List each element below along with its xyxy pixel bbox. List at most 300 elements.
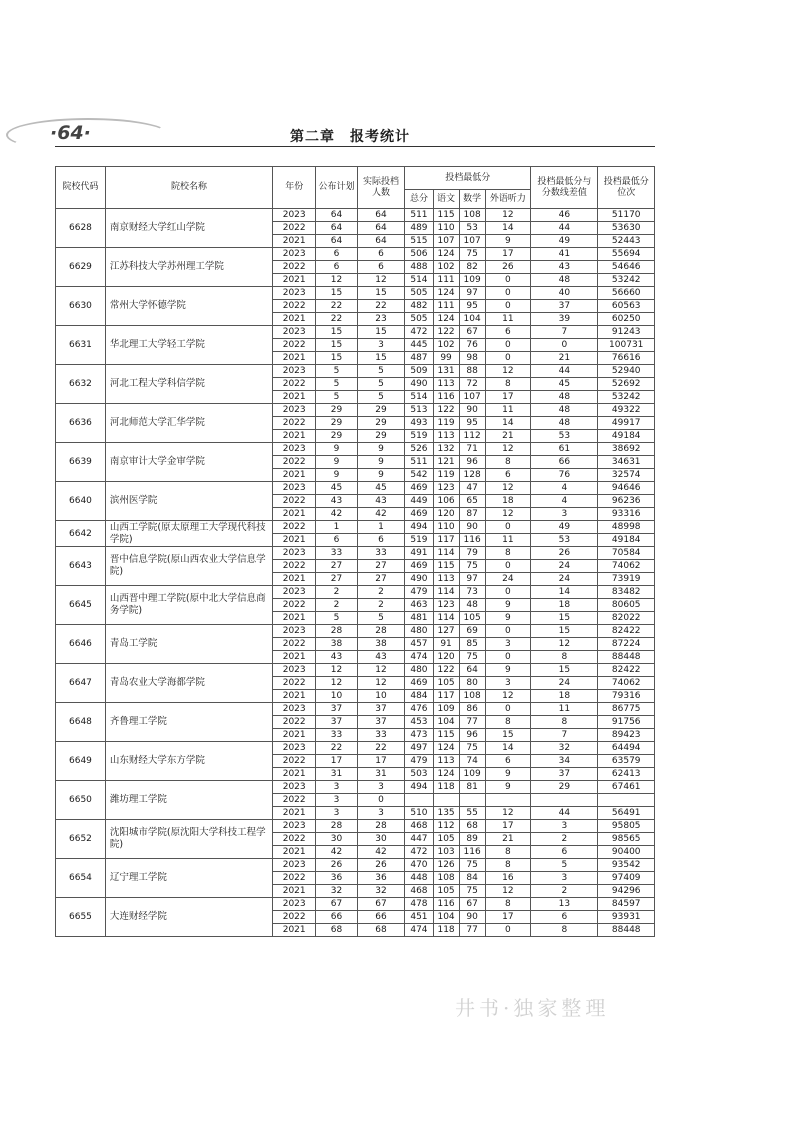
cell-math: 116 — [459, 534, 485, 547]
cell-rank: 56491 — [598, 807, 655, 820]
cell-chinese: 109 — [433, 703, 459, 716]
cell-listening: 24 — [485, 573, 531, 586]
cell-listening: 0 — [485, 625, 531, 638]
school-code: 6645 — [56, 586, 106, 625]
cell-total: 484 — [405, 690, 433, 703]
cell-year: 2022 — [273, 755, 316, 768]
table-row — [56, 664, 655, 677]
cell-math: 87 — [459, 508, 485, 521]
school-name: 南京财经大学红山学院 — [105, 209, 272, 248]
cell-diff: 44 — [531, 807, 598, 820]
cell-total: 509 — [405, 365, 433, 378]
cell-listening: 0 — [485, 274, 531, 287]
cell-math: 80 — [459, 677, 485, 690]
cell-math: 65 — [459, 495, 485, 508]
cell-actual: 45 — [357, 482, 405, 495]
cell-total: 445 — [405, 339, 433, 352]
cell-total: 457 — [405, 638, 433, 651]
cell-actual: 31 — [357, 768, 405, 781]
cell-math: 112 — [459, 430, 485, 443]
cell-actual: 42 — [357, 508, 405, 521]
cell-plan: 26 — [316, 859, 357, 872]
cell-chinese: 91 — [433, 638, 459, 651]
cell-year: 2021 — [273, 612, 316, 625]
cell-math: 82 — [459, 261, 485, 274]
cell-math: 95 — [459, 300, 485, 313]
cell-listening: 8 — [485, 547, 531, 560]
cell-year: 2022 — [273, 521, 316, 534]
cell-year: 2022 — [273, 378, 316, 391]
cell-math: 108 — [459, 690, 485, 703]
cell-year: 2022 — [273, 456, 316, 469]
cell-rank: 97409 — [598, 872, 655, 885]
cell-rank: 89423 — [598, 729, 655, 742]
cell-rank: 70584 — [598, 547, 655, 560]
cell-actual: 30 — [357, 833, 405, 846]
cell-listening: 12 — [485, 508, 531, 521]
cell-diff: 2 — [531, 833, 598, 846]
cell-year: 2023 — [273, 443, 316, 456]
cell-rank: 49184 — [598, 534, 655, 547]
cell-plan: 3 — [316, 781, 357, 794]
cell-rank: 60563 — [598, 300, 655, 313]
cell-diff: 29 — [531, 781, 598, 794]
cell-actual: 43 — [357, 495, 405, 508]
cell-math: 107 — [459, 391, 485, 404]
page-number: ·64· — [50, 122, 91, 144]
cell-math: 109 — [459, 768, 485, 781]
cell-actual: 12 — [357, 677, 405, 690]
cell-math: 95 — [459, 417, 485, 430]
cell-diff: 15 — [531, 625, 598, 638]
cell-listening: 9 — [485, 235, 531, 248]
school-name: 山东财经大学东方学院 — [105, 742, 272, 781]
school-code: 6629 — [56, 248, 106, 287]
cell-plan: 37 — [316, 716, 357, 729]
cell-listening: 0 — [485, 651, 531, 664]
cell-diff: 44 — [531, 222, 598, 235]
cell-listening: 12 — [485, 885, 531, 898]
cell-diff: 3 — [531, 508, 598, 521]
cell-diff: 7 — [531, 729, 598, 742]
cell-listening: 14 — [485, 222, 531, 235]
cell-rank: 82022 — [598, 612, 655, 625]
cell-chinese: 121 — [433, 456, 459, 469]
cell-chinese: 114 — [433, 612, 459, 625]
header-line-diff: 投档最低分与分数线差值 — [531, 167, 598, 209]
cell-math: 128 — [459, 469, 485, 482]
cell-math: 84 — [459, 872, 485, 885]
cell-plan: 22 — [316, 742, 357, 755]
cell-actual: 42 — [357, 846, 405, 859]
cell-year: 2021 — [273, 573, 316, 586]
cell-chinese: 114 — [433, 586, 459, 599]
cell-actual: 43 — [357, 651, 405, 664]
table-row — [56, 742, 655, 755]
cell-rank: 82422 — [598, 664, 655, 677]
cell-total: 503 — [405, 768, 433, 781]
cell-actual: 9 — [357, 443, 405, 456]
cell-rank: 98565 — [598, 833, 655, 846]
cell-actual: 17 — [357, 755, 405, 768]
cell-plan: 15 — [316, 287, 357, 300]
cell-diff: 41 — [531, 248, 598, 261]
school-code: 6652 — [56, 820, 106, 859]
cell-math: 74 — [459, 755, 485, 768]
cell-actual: 29 — [357, 417, 405, 430]
cell-year: 2023 — [273, 209, 316, 222]
cell-total: 510 — [405, 807, 433, 820]
cell-rank: 82422 — [598, 625, 655, 638]
cell-diff: 61 — [531, 443, 598, 456]
cell-total: 494 — [405, 521, 433, 534]
cell-listening: 11 — [485, 404, 531, 417]
cell-diff: 14 — [531, 586, 598, 599]
cell-listening: 9 — [485, 768, 531, 781]
cell-chinese: 113 — [433, 430, 459, 443]
cell-actual: 33 — [357, 729, 405, 742]
school-name: 华北理工大学轻工学院 — [105, 326, 272, 365]
school-name: 南京审计大学金审学院 — [105, 443, 272, 482]
cell-listening: 8 — [485, 378, 531, 391]
cell-listening: 9 — [485, 664, 531, 677]
cell-listening: 3 — [485, 677, 531, 690]
school-name: 山西晋中理工学院(原中北大学信息商务学院) — [105, 586, 272, 625]
school-code: 6647 — [56, 664, 106, 703]
cell-year: 2022 — [273, 222, 316, 235]
cell-total: 488 — [405, 261, 433, 274]
cell-math: 67 — [459, 326, 485, 339]
cell-diff: 4 — [531, 482, 598, 495]
header-listening: 外语听力 — [485, 190, 531, 209]
cell-year: 2023 — [273, 703, 316, 716]
cell-actual: 3 — [357, 339, 405, 352]
cell-plan: 22 — [316, 313, 357, 326]
cell-diff: 48 — [531, 274, 598, 287]
cell-listening: 11 — [485, 534, 531, 547]
cell-rank: 93542 — [598, 859, 655, 872]
cell-actual: 9 — [357, 469, 405, 482]
cell-chinese: 122 — [433, 326, 459, 339]
cell-diff: 34 — [531, 755, 598, 768]
cell-year: 2021 — [273, 651, 316, 664]
table-row — [56, 482, 655, 495]
cell-year: 2023 — [273, 664, 316, 677]
cell-diff: 53 — [531, 534, 598, 547]
cell-rank: 94646 — [598, 482, 655, 495]
cell-diff: 5 — [531, 859, 598, 872]
cell-math: 76 — [459, 339, 485, 352]
cell-total: 513 — [405, 404, 433, 417]
cell-year: 2021 — [273, 313, 316, 326]
cell-plan: 12 — [316, 664, 357, 677]
cell-total: 505 — [405, 287, 433, 300]
cell-diff: 21 — [531, 352, 598, 365]
cell-rank: 48998 — [598, 521, 655, 534]
cell-listening: 8 — [485, 859, 531, 872]
cell-rank: 84597 — [598, 898, 655, 911]
header-code: 院校代码 — [56, 167, 106, 209]
cell-diff: 44 — [531, 365, 598, 378]
cell-diff: 39 — [531, 313, 598, 326]
table-row — [56, 287, 655, 300]
cell-listening: 0 — [485, 924, 531, 937]
cell-diff: 48 — [531, 391, 598, 404]
cell-math: 67 — [459, 898, 485, 911]
cell-rank: 62413 — [598, 768, 655, 781]
header-math: 数学 — [459, 190, 485, 209]
cell-diff: 46 — [531, 209, 598, 222]
cell-chinese: 110 — [433, 222, 459, 235]
cell-year: 2021 — [273, 235, 316, 248]
cell-diff: 49 — [531, 235, 598, 248]
cell-year: 2023 — [273, 742, 316, 755]
cell-plan: 67 — [316, 898, 357, 911]
cell-actual: 37 — [357, 703, 405, 716]
cell-diff: 24 — [531, 573, 598, 586]
cell-rank: 87224 — [598, 638, 655, 651]
cell-chinese: 103 — [433, 846, 459, 859]
cell-chinese — [433, 794, 459, 807]
table-row — [56, 781, 655, 794]
cell-actual: 64 — [357, 222, 405, 235]
cell-math: 96 — [459, 729, 485, 742]
cell-listening: 6 — [485, 469, 531, 482]
cell-rank: 83482 — [598, 586, 655, 599]
school-code: 6650 — [56, 781, 106, 820]
cell-plan: 64 — [316, 222, 357, 235]
cell-plan: 42 — [316, 508, 357, 521]
cell-actual: 64 — [357, 235, 405, 248]
cell-diff: 7 — [531, 326, 598, 339]
cell-actual: 27 — [357, 573, 405, 586]
table-row — [56, 898, 655, 911]
cell-chinese: 124 — [433, 287, 459, 300]
table-body — [56, 209, 655, 937]
cell-rank: 60250 — [598, 313, 655, 326]
cell-total — [405, 794, 433, 807]
cell-diff: 11 — [531, 703, 598, 716]
cell-actual: 15 — [357, 287, 405, 300]
cell-listening: 0 — [485, 560, 531, 573]
cell-year: 2021 — [273, 274, 316, 287]
cell-chinese: 120 — [433, 508, 459, 521]
cell-rank: 49322 — [598, 404, 655, 417]
school-name: 晋中信息学院(原山西农业大学信息学院) — [105, 547, 272, 586]
cell-year: 2021 — [273, 768, 316, 781]
school-name: 青岛农业大学海都学院 — [105, 664, 272, 703]
cell-diff: 6 — [531, 911, 598, 924]
cell-rank: 95805 — [598, 820, 655, 833]
cell-chinese: 124 — [433, 313, 459, 326]
school-code: 6639 — [56, 443, 106, 482]
header-total: 总分 — [405, 190, 433, 209]
cell-math: 71 — [459, 443, 485, 456]
cell-plan: 36 — [316, 872, 357, 885]
cell-listening: 8 — [485, 456, 531, 469]
table-row — [56, 404, 655, 417]
cell-diff: 48 — [531, 404, 598, 417]
cell-actual: 29 — [357, 404, 405, 417]
cell-diff: 24 — [531, 560, 598, 573]
cell-actual: 3 — [357, 807, 405, 820]
cell-total: 491 — [405, 547, 433, 560]
cell-chinese: 123 — [433, 599, 459, 612]
cell-plan: 1 — [316, 521, 357, 534]
cell-year: 2023 — [273, 248, 316, 261]
cell-math: 47 — [459, 482, 485, 495]
cell-actual: 22 — [357, 742, 405, 755]
table-row — [56, 859, 655, 872]
cell-year: 2022 — [273, 339, 316, 352]
cell-plan: 45 — [316, 482, 357, 495]
cell-actual: 6 — [357, 261, 405, 274]
cell-math: 75 — [459, 885, 485, 898]
cell-actual: 66 — [357, 911, 405, 924]
cell-listening: 12 — [485, 482, 531, 495]
cell-chinese: 122 — [433, 404, 459, 417]
cell-math: 85 — [459, 638, 485, 651]
cell-chinese: 102 — [433, 339, 459, 352]
cell-rank: 49917 — [598, 417, 655, 430]
cell-listening: 17 — [485, 820, 531, 833]
school-name: 齐鲁理工学院 — [105, 703, 272, 742]
header-published-plan: 公布计划 — [316, 167, 357, 209]
cell-plan: 32 — [316, 885, 357, 898]
cell-chinese: 105 — [433, 885, 459, 898]
cell-total: 478 — [405, 898, 433, 911]
cell-plan: 3 — [316, 794, 357, 807]
cell-total: 506 — [405, 248, 433, 261]
school-name: 山西工学院(原太原理工大学现代科技学院) — [105, 521, 272, 547]
cell-actual: 3 — [357, 781, 405, 794]
watermark: 井书·独家整理 — [455, 996, 610, 1020]
cell-chinese: 111 — [433, 274, 459, 287]
cell-actual: 22 — [357, 300, 405, 313]
cell-plan: 15 — [316, 339, 357, 352]
cell-rank: 55694 — [598, 248, 655, 261]
school-code: 6643 — [56, 547, 106, 586]
cell-actual: 6 — [357, 248, 405, 261]
cell-listening: 11 — [485, 313, 531, 326]
school-name: 河北师范大学汇华学院 — [105, 404, 272, 443]
cell-plan: 6 — [316, 261, 357, 274]
cell-year: 2021 — [273, 924, 316, 937]
cell-chinese: 135 — [433, 807, 459, 820]
cell-plan: 27 — [316, 573, 357, 586]
cell-diff: 8 — [531, 924, 598, 937]
cell-rank: 96236 — [598, 495, 655, 508]
cell-listening: 26 — [485, 261, 531, 274]
cell-listening: 12 — [485, 209, 531, 222]
header-min-score-group: 投档最低分 — [405, 167, 531, 190]
cell-rank: 53630 — [598, 222, 655, 235]
cell-actual: 9 — [357, 456, 405, 469]
cell-math: 77 — [459, 716, 485, 729]
cell-math: 75 — [459, 248, 485, 261]
header-name: 院校名称 — [105, 167, 272, 209]
cell-plan: 9 — [316, 456, 357, 469]
header-actual-admitted: 实际投档人数 — [357, 167, 405, 209]
cell-chinese: 118 — [433, 924, 459, 937]
cell-total: 470 — [405, 859, 433, 872]
cell-math: 98 — [459, 352, 485, 365]
school-name: 滨州医学院 — [105, 482, 272, 521]
cell-chinese: 113 — [433, 378, 459, 391]
cell-diff: 6 — [531, 846, 598, 859]
cell-chinese: 124 — [433, 742, 459, 755]
cell-year: 2022 — [273, 677, 316, 690]
cell-math — [459, 794, 485, 807]
school-name: 潍坊理工学院 — [105, 781, 272, 820]
cell-year: 2021 — [273, 534, 316, 547]
school-code: 6631 — [56, 326, 106, 365]
cell-rank: 67461 — [598, 781, 655, 794]
cell-total: 468 — [405, 820, 433, 833]
cell-total: 469 — [405, 482, 433, 495]
cell-chinese: 115 — [433, 560, 459, 573]
cell-listening: 0 — [485, 352, 531, 365]
cell-actual: 67 — [357, 898, 405, 911]
cell-diff: 12 — [531, 638, 598, 651]
school-code: 6628 — [56, 209, 106, 248]
cell-total: 474 — [405, 651, 433, 664]
cell-rank: 52692 — [598, 378, 655, 391]
cell-year: 2023 — [273, 781, 316, 794]
cell-year: 2021 — [273, 352, 316, 365]
cell-listening: 21 — [485, 833, 531, 846]
cell-math: 79 — [459, 547, 485, 560]
table-row — [56, 443, 655, 456]
cell-year: 2022 — [273, 872, 316, 885]
cell-diff: 45 — [531, 378, 598, 391]
cell-year: 2023 — [273, 898, 316, 911]
cell-plan: 22 — [316, 300, 357, 313]
cell-plan: 33 — [316, 729, 357, 742]
cell-chinese: 108 — [433, 872, 459, 885]
cell-rank: 32574 — [598, 469, 655, 482]
cell-plan: 42 — [316, 846, 357, 859]
cell-actual: 37 — [357, 716, 405, 729]
cell-chinese: 111 — [433, 300, 459, 313]
cell-rank: 53242 — [598, 274, 655, 287]
cell-total: 448 — [405, 872, 433, 885]
cell-listening: 18 — [485, 495, 531, 508]
cell-math: 96 — [459, 456, 485, 469]
cell-actual: 15 — [357, 352, 405, 365]
cell-listening: 6 — [485, 326, 531, 339]
cell-plan: 66 — [316, 911, 357, 924]
cell-year: 2022 — [273, 638, 316, 651]
cell-rank: 53242 — [598, 391, 655, 404]
cell-diff: 2 — [531, 885, 598, 898]
cell-listening: 9 — [485, 599, 531, 612]
school-name: 青岛工学院 — [105, 625, 272, 664]
cell-year: 2023 — [273, 586, 316, 599]
cell-chinese: 106 — [433, 495, 459, 508]
cell-listening: 14 — [485, 417, 531, 430]
cell-rank: 63579 — [598, 755, 655, 768]
header-min-rank: 投档最低分位次 — [598, 167, 655, 209]
cell-total: 494 — [405, 781, 433, 794]
cell-rank — [598, 794, 655, 807]
cell-math: 73 — [459, 586, 485, 599]
header-rule — [55, 146, 655, 147]
cell-listening: 0 — [485, 703, 531, 716]
cell-math: 69 — [459, 625, 485, 638]
cell-diff: 66 — [531, 456, 598, 469]
cell-diff: 15 — [531, 664, 598, 677]
